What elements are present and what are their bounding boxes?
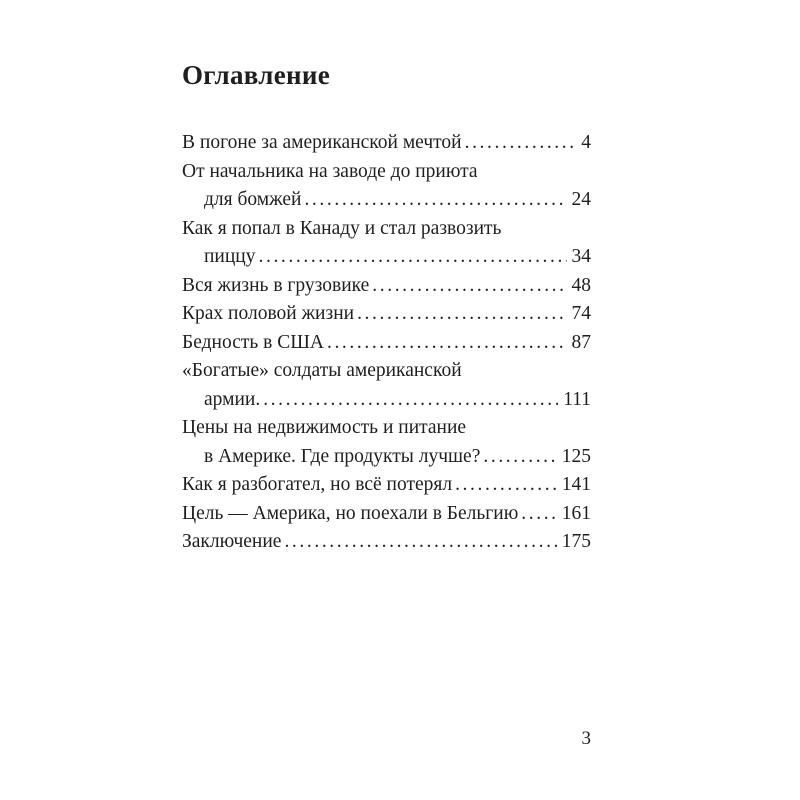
chapter-title: армии.: [204, 388, 261, 410]
chapter-title: для бомжей: [204, 189, 302, 210]
toc-line: [182, 129, 591, 158]
dot-leader: [455, 471, 557, 500]
chapter-title: Вся жизнь в грузовике: [182, 274, 370, 296]
dot-leader: [327, 329, 567, 358]
dot-leader: [259, 243, 567, 272]
chapter-title: в Америке. Где продукты лучше?: [204, 445, 481, 467]
toc-line: [182, 357, 591, 386]
chapter-page-number: 161: [561, 502, 591, 524]
toc-line: [182, 272, 591, 301]
dot-leader: [483, 443, 556, 472]
toc-line: [182, 215, 591, 244]
dot-leader: [263, 386, 558, 415]
toc-line: [182, 386, 591, 415]
toc-line: [182, 329, 591, 358]
chapter-page-number: 175: [561, 531, 591, 552]
toc-line: [182, 528, 591, 557]
toc-line: [182, 414, 591, 443]
page-title: Оглавление: [182, 60, 330, 90]
toc-line: [182, 158, 591, 187]
chapter-title: «Богатые» солдаты американской: [182, 360, 462, 381]
chapter-page-number: 48: [571, 274, 591, 296]
toc-line: [182, 186, 591, 215]
dot-leader: [521, 500, 556, 529]
chapter-title: Цены на недвижимость и питание: [182, 417, 467, 438]
toc-line: [182, 243, 591, 272]
chapter-page-number: 125: [561, 445, 591, 467]
dot-leader: [372, 272, 566, 301]
chapter-title: Как я попал в Канаду и стал развозить: [182, 217, 502, 239]
dot-leader: [465, 129, 577, 158]
chapter-title: В погоне за американской мечтой: [182, 132, 462, 153]
toc-line: [182, 300, 591, 329]
page-content: [182, 60, 591, 557]
toc-line: [182, 443, 591, 472]
dot-leader: [304, 186, 566, 215]
chapter-page-number: 141: [561, 474, 591, 495]
chapter-title: Крах половой жизни: [182, 303, 355, 324]
chapter-page-number: 34: [571, 246, 591, 267]
chapter-title: Заключение: [182, 531, 282, 552]
dot-leader: [357, 300, 566, 329]
toc-line: [182, 471, 591, 500]
chapter-page-number: 74: [571, 303, 591, 324]
toc-line: [182, 500, 591, 529]
chapter-title: Цель — Америка, но поехали в Бельгию: [182, 502, 519, 524]
chapter-page-number: 4: [581, 132, 591, 153]
chapter-page-number: 111: [563, 388, 591, 410]
folio-page-number: 3: [581, 728, 591, 749]
chapter-title: пиццу: [204, 246, 256, 267]
chapter-title: От начальника на заводе до приюта: [182, 160, 478, 182]
chapter-page-number: 24: [571, 189, 591, 210]
toc-list: [182, 129, 591, 557]
dot-leader: [284, 528, 556, 557]
chapter-title: Бедность в США: [182, 331, 324, 353]
chapter-title: Как я разбогател, но всё потерял: [182, 474, 453, 495]
chapter-page-number: 87: [571, 331, 591, 353]
